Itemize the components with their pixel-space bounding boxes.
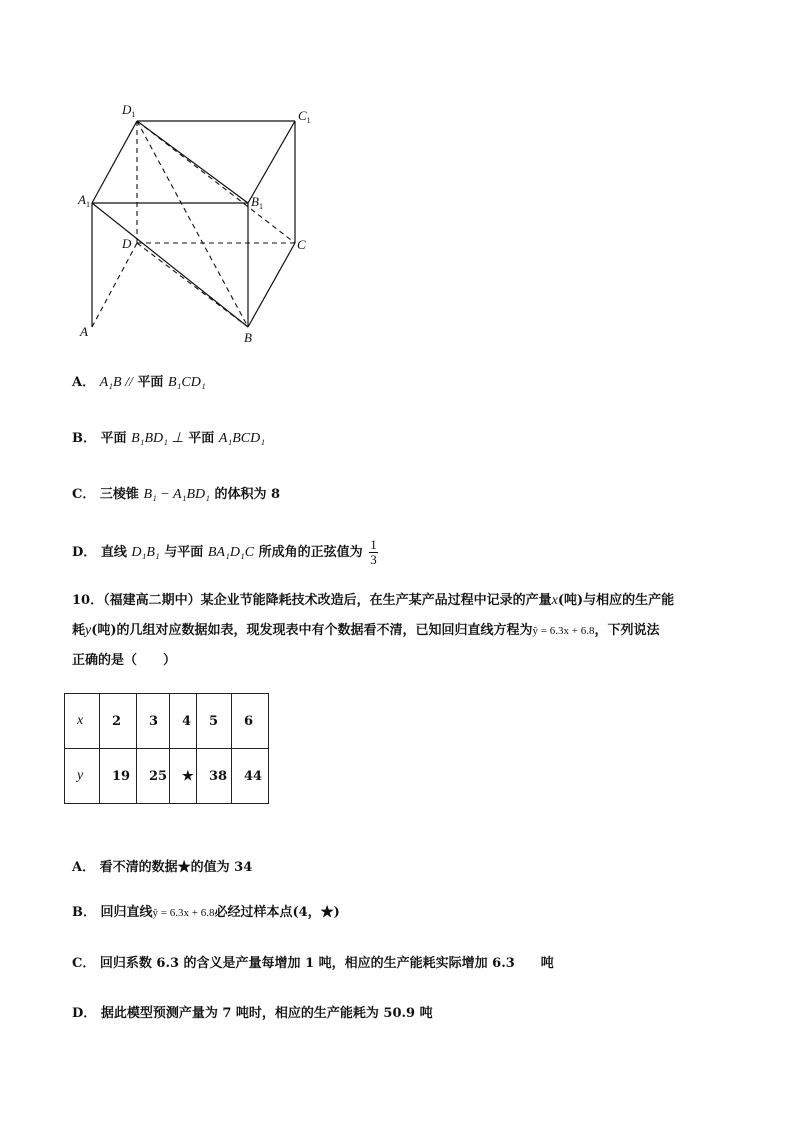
question-text: 某企业节能降耗技术改造后，在生产某产品过程中记录的产量: [200, 593, 552, 608]
edge-D1B-hidden: [137, 121, 248, 327]
option-label: B．: [72, 431, 96, 446]
option-text: 平面: [137, 375, 164, 390]
q10-option-d: [72, 1004, 433, 1024]
variable-x: x: [551, 593, 558, 608]
question-number: 10．: [72, 593, 104, 608]
math-expression: A₁B //: [99, 375, 133, 390]
q9-option-b: [72, 429, 265, 449]
fraction-numerator: 1: [370, 537, 377, 552]
prism-figure: [72, 96, 332, 346]
label-C: C: [297, 237, 306, 252]
fraction-one-third: [369, 538, 378, 567]
option-label: D．: [72, 1006, 97, 1021]
variable-y: y: [85, 623, 92, 638]
edge-D1C-hidden: [137, 121, 295, 243]
table-cell: 25: [137, 749, 170, 804]
q10-line-1: [72, 586, 732, 616]
table-cell-star: ★: [170, 749, 197, 804]
table-cell: 6: [232, 694, 269, 749]
option-text: 平面: [100, 431, 127, 446]
q9-option-d: [72, 538, 378, 567]
option-label: D．: [72, 545, 97, 560]
table-header-cell: x: [65, 694, 100, 749]
math-expression: BA₁D₁C: [207, 545, 255, 560]
q9-option-c: [72, 485, 280, 505]
option-text: 与平面: [164, 545, 204, 560]
regression-equation: ŷ = 6.3x + 6.8: [532, 625, 595, 637]
math-expression: B₁ − A₁BD₁: [143, 487, 210, 502]
math-expression: B₁BD₁ ⊥: [131, 431, 184, 446]
regression-equation: ŷ = 6.3x + 6.8: [152, 907, 215, 919]
math-expression: B₁CD₁: [167, 375, 206, 390]
option-label: B．: [72, 905, 96, 920]
option-text: 回归系数 6.3 的含义是产量每增加 1 吨，相应的生产能耗实际增加 6.3 吨: [99, 956, 554, 971]
option-label: C．: [72, 487, 96, 502]
prism-diagram: [72, 96, 332, 346]
question-source: （福建高二期中）: [103, 593, 201, 608]
option-text: 三棱锥: [99, 487, 139, 502]
label-B1: $B_1$: [251, 194, 263, 211]
option-text: 看不清的数据★的值为 34: [99, 860, 253, 875]
question-text: 耗: [72, 623, 86, 638]
option-text: 平面: [188, 431, 215, 446]
label-A1: $A_1$: [78, 192, 90, 209]
q10-line-3: [72, 646, 732, 676]
question-text: (吨)与相应的生产能: [557, 593, 675, 608]
label-C1: $C_1$: [298, 108, 311, 125]
table-cell: 2: [100, 694, 137, 749]
math-expression: D₁B₁: [131, 545, 160, 560]
table-row: [65, 694, 269, 749]
math-expression: A₁BCD₁: [218, 431, 266, 446]
table-row: [65, 749, 269, 804]
option-text: 的体积为 8: [214, 487, 281, 502]
q10-option-c: [72, 954, 554, 974]
option-label: A．: [72, 375, 96, 390]
option-text: 所成角的正弦值为: [258, 545, 363, 560]
option-text: 据此模型预测产量为 7 吨时，相应的生产能耗为 50.9 吨: [100, 1006, 433, 1021]
edge-DB-hidden: [137, 243, 248, 327]
table-cell: 4: [170, 694, 197, 749]
label-B: B: [244, 330, 252, 345]
q10-line-2: [72, 616, 732, 646]
edge-A1D1: [92, 121, 137, 203]
table-cell: 5: [197, 694, 232, 749]
q9-option-a: [72, 373, 206, 393]
edge-B1C1: [248, 121, 295, 203]
question-10: [72, 586, 732, 676]
data-table: [64, 693, 269, 804]
label-D1: $D_1$: [122, 102, 136, 119]
fraction-denominator: 3: [370, 552, 377, 567]
table-header-cell: y: [65, 749, 100, 804]
question-text: (吨)的几组对应数据如表，现发现表中有个数据看不清，已知回归直线方程为: [91, 623, 533, 638]
question-text: ，下列说法: [594, 623, 660, 638]
option-text: 必经过样本点(4，★): [214, 905, 340, 920]
option-text: 直线: [100, 545, 127, 560]
edge-A1B: [92, 203, 248, 327]
q10-option-a: [72, 858, 252, 878]
edge-BC: [248, 243, 295, 327]
label-D: D: [122, 236, 132, 251]
table-cell: 44: [232, 749, 269, 804]
edge-AD-hidden: [92, 243, 137, 327]
question-text: 正确的是（ ）: [72, 653, 177, 668]
option-label: C．: [72, 956, 96, 971]
option-label: A．: [72, 860, 96, 875]
label-A: A: [80, 324, 88, 339]
q10-option-b: [72, 903, 340, 923]
option-text: 回归直线: [100, 905, 153, 920]
table-cell: 19: [100, 749, 137, 804]
table-cell: 3: [137, 694, 170, 749]
table-cell: 38: [197, 749, 232, 804]
